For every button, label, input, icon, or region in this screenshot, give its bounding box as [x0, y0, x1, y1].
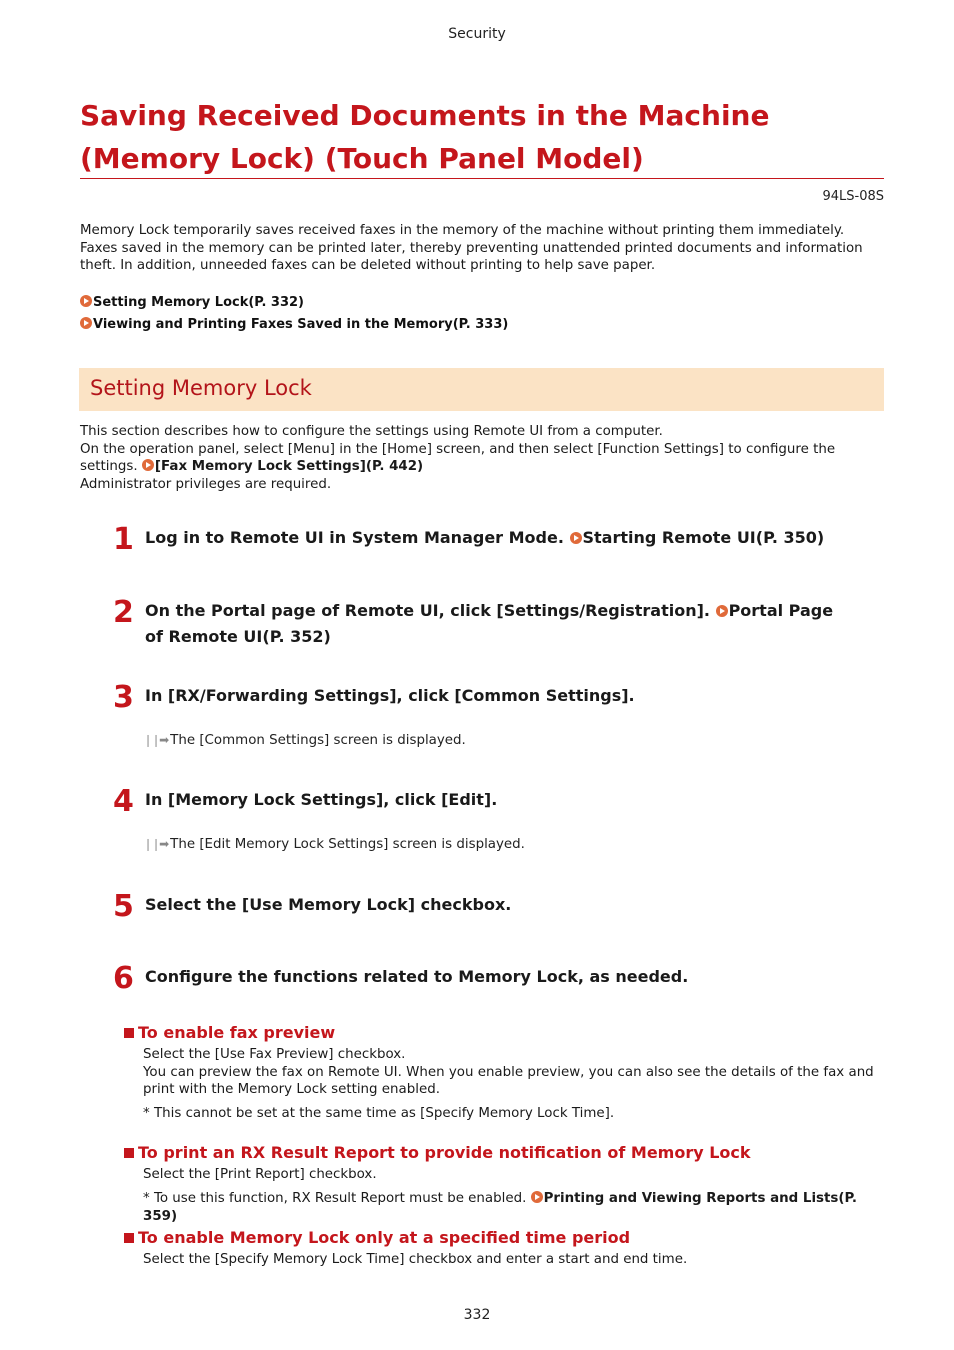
step-text: Select the [Use Memory Lock] checkbox. [145, 895, 512, 914]
step-text: In [Memory Lock Settings], click [Edit]. [145, 790, 498, 809]
step-result: ❘❘➡ The [Edit Memory Lock Settings] screen is displayed. [143, 837, 525, 852]
section-description: This section describes how to configure the settings using Remote UI from a computer. On the operation panel, select [Menu] in the [Home] screen, and then select [Function Settings] to configure the settings. [Fax Memory Lock Settings](P. 442) Administrator privileges are required. [80, 424, 836, 492]
toc-link-viewing-printing[interactable]: Viewing and Printing Faxes Saved in the Memory(P. 333) [80, 317, 508, 332]
link-arrow-icon [80, 295, 92, 307]
title-divider [80, 178, 884, 179]
link-arrow-icon [716, 605, 728, 617]
subsection-body: Select the [Print Report] checkbox. [143, 1167, 377, 1182]
subsection-heading: To print an RX Result Report to provide notification of Memory Lock [124, 1143, 751, 1162]
link-arrow-icon [142, 459, 154, 471]
subsection-heading: To enable fax preview [124, 1023, 335, 1042]
intro-paragraph: Memory Lock temporarily saves received faxes in the memory of the machine without printing them immediately. Faxes saved in the memory can be printed later, thereby preventing unattended printed documents and information theft. In addition, unneeded faxes can be deleted without printing to help save paper. [80, 223, 863, 273]
toc-link-setting-memory-lock[interactable]: Setting Memory Lock(P. 332) [80, 295, 304, 310]
step-text: Log in to Remote UI in System Manager Mode. Starting Remote UI(P. 350) [145, 528, 825, 547]
section-title: Setting Memory Lock [90, 376, 312, 400]
printing-reports-link[interactable]: Printing and Viewing Reports and Lists(P. 359) [143, 1191, 857, 1224]
link-arrow-icon [80, 317, 92, 329]
link-arrow-icon [531, 1191, 543, 1203]
square-bullet-icon [124, 1148, 134, 1158]
result-arrow-icon: ❘❘➡ [143, 837, 168, 851]
step-number: 3 [113, 680, 134, 715]
step-number: 1 [113, 522, 134, 557]
step-text: Configure the functions related to Memory Lock, as needed. [145, 967, 689, 986]
step-result: ❘❘➡ The [Common Settings] screen is displayed. [143, 733, 466, 748]
subsection-body: Select the [Use Fax Preview] checkbox. You can preview the fax on Remote UI. When you enable preview, you can also see the details of the fax and print with the Memory Lock setting enabled. [143, 1047, 874, 1097]
running-header: Security [448, 26, 506, 42]
portal-page-link[interactable]: Portal Page of Remote UI(P. 352) [145, 601, 834, 646]
step-number: 4 [113, 784, 134, 819]
link-arrow-icon [570, 532, 582, 544]
fax-memory-lock-settings-link[interactable]: [Fax Memory Lock Settings](P. 442) [142, 459, 423, 474]
result-arrow-icon: ❘❘➡ [143, 733, 168, 747]
step-number: 5 [113, 889, 134, 924]
starting-remote-ui-link[interactable]: Starting Remote UI(P. 350) [570, 528, 825, 547]
square-bullet-icon [124, 1028, 134, 1038]
subsection-note: * To use this function, RX Result Report must be enabled. Printing and Viewing Reports and Lists(P. 359) [143, 1191, 857, 1224]
document-code: 94LS-08S [822, 189, 884, 204]
step-number: 2 [113, 595, 134, 630]
page-title: Saving Received Documents in the Machine (Memory Lock) (Touch Panel Model) [80, 99, 770, 175]
subsection-note: * This cannot be set at the same time as [Specify Memory Lock Time]. [143, 1106, 615, 1121]
page-number: 332 [463, 1307, 491, 1323]
subsection-heading: To enable Memory Lock only at a specified time period [124, 1228, 630, 1247]
step-text: In [RX/Forwarding Settings], click [Common Settings]. [145, 686, 635, 705]
step-text: On the Portal page of Remote UI, click [Settings/Registration]. Portal Page of Remote UI(P. 352) [145, 601, 834, 646]
subsection-body: Select the [Specify Memory Lock Time] checkbox and enter a start and end time. [143, 1252, 688, 1267]
step-number: 6 [113, 961, 134, 996]
section-heading-bar [79, 368, 884, 411]
square-bullet-icon [124, 1233, 134, 1243]
